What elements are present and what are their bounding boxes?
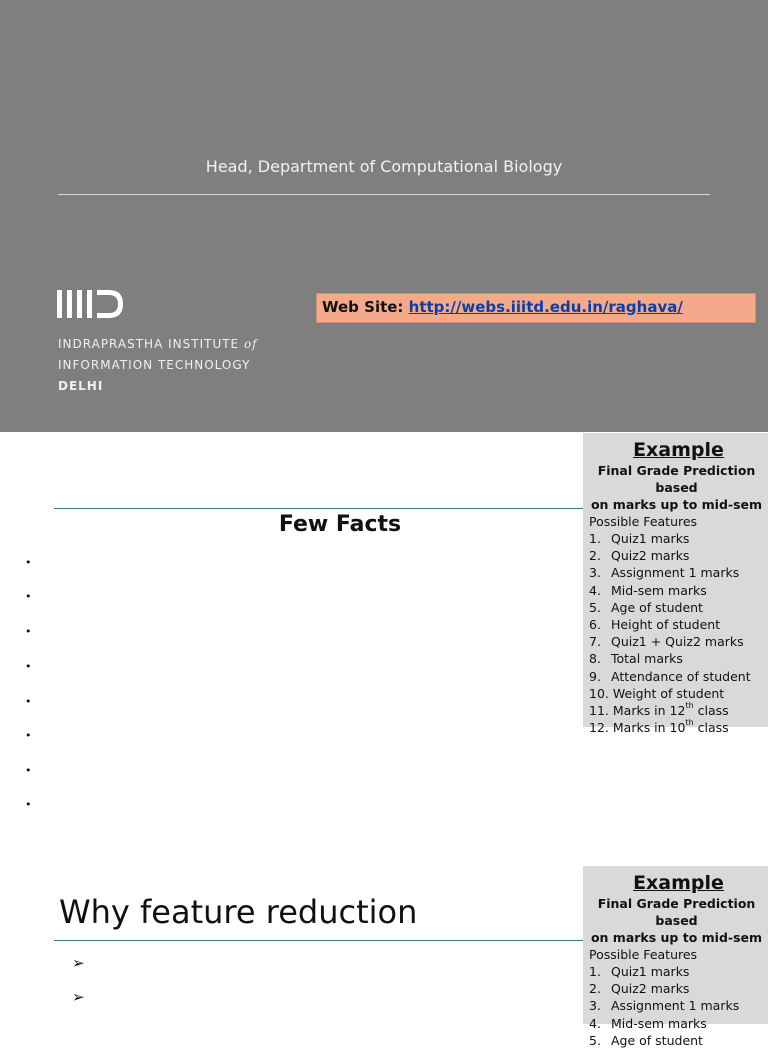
bullet-point: • <box>25 695 32 708</box>
arrow-bullet: ➢ <box>72 988 85 1006</box>
bullet-point: • <box>25 764 32 777</box>
list-item: 1. Quiz1 marks <box>589 531 690 546</box>
website-label: Web Site: <box>322 298 409 316</box>
list-item: 1. Quiz1 marks <box>589 964 690 979</box>
example-title: Example <box>633 872 724 894</box>
title-slide <box>0 0 768 432</box>
slide-title: Few Facts <box>278 512 402 537</box>
list-item: 2. Quiz2 marks <box>589 981 690 997</box>
list-item: 3. Assignment 1 marks <box>589 998 740 1014</box>
example-box <box>583 866 768 1048</box>
list-item: 5. Age of student <box>589 599 703 615</box>
list-item: 4. Mid-sem marks <box>589 582 707 598</box>
list-item: 8. Total marks <box>589 651 683 667</box>
example-title: Example <box>633 439 724 461</box>
bullet-point: • <box>25 625 32 638</box>
slide-divider <box>54 940 584 941</box>
features-label: Possible Features <box>589 514 698 529</box>
bullet-point: • <box>25 660 32 673</box>
list-item: 11. Marks in 12th class <box>589 701 729 719</box>
arrow-bullet: ➢ <box>72 954 85 972</box>
feature-list <box>589 530 768 736</box>
institute-name-line2: INFORMATION TECHNOLOGY <box>58 358 251 372</box>
list-item: 4. Mid-sem marks <box>589 1015 707 1031</box>
institute-name-line1: INDRAPRASTHA INSTITUTE of <box>58 337 258 351</box>
example-subtitle: Final Grade Prediction based on marks up to mid-sem <box>590 896 763 945</box>
features-label: Possible Features <box>589 947 698 962</box>
bullet-point: • <box>25 798 32 811</box>
list-item: 6. Height of student <box>589 617 721 633</box>
list-item: 7. Quiz1 + Quiz2 marks <box>589 634 744 650</box>
example-subtitle: Final Grade Prediction based on marks up to mid-sem <box>590 463 763 512</box>
list-item: 5. Age of student <box>589 1032 703 1048</box>
bullet-point: • <box>25 556 32 569</box>
website-box <box>316 293 756 323</box>
example-box <box>583 433 768 736</box>
slide-heading: Head, Department of Computational Biology <box>205 157 563 176</box>
heading-divider <box>58 194 710 195</box>
list-item: 3. Assignment 1 marks <box>589 565 740 581</box>
iiitd-logo-icon <box>57 289 125 319</box>
feature-list <box>589 963 768 1049</box>
list-item: 12. Marks in 10th class <box>589 718 729 736</box>
bullet-point: • <box>25 590 32 603</box>
list-item: 10. Weight of student <box>589 685 725 701</box>
website-link[interactable]: http://webs.iiitd.edu.in/raghava/ <box>408 298 683 316</box>
bullet-point: • <box>25 729 32 742</box>
slide-title: Why feature reduction <box>59 893 418 931</box>
institute-name-line3: DELHI <box>58 379 104 393</box>
slide-divider <box>54 508 584 509</box>
list-item: 9. Attendance of student <box>589 668 751 684</box>
list-item: 2. Quiz2 marks <box>589 548 690 564</box>
